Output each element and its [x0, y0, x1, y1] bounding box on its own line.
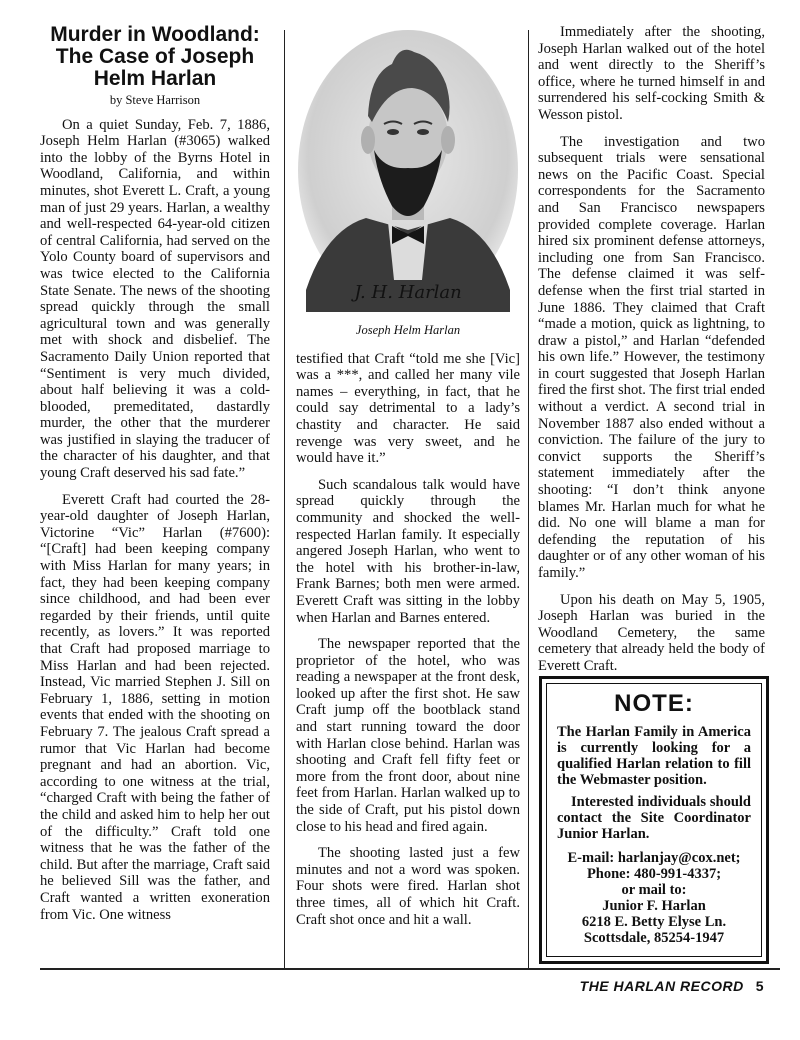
footer-rule [40, 968, 780, 970]
article-paragraph: Such scandalous talk would have spread quickly through the community and shocked the well-respected Harlan family. It especially angered Joseph Harlan, who went to the hotel with his brother-in-law, Frank Barnes; both men were armed. Everett Craft was sitting in the lobby when Harlan and Barnes entered. [296, 476, 520, 626]
article-column-3 [538, 24, 765, 675]
note-email[interactable]: E-mail: harlanjay@cox.net; [567, 850, 741, 866]
note-phone: Phone: 480-991-4337; [586, 866, 722, 882]
page-footer [580, 978, 764, 994]
note-title: NOTE: [614, 690, 694, 717]
note-mail-label: or mail to: [621, 882, 687, 898]
article-paragraph: The investigation and two subsequent trials were sensational news on the Pacific Coast. Special correspondents for the Sacramento and San Francisco newspapers provided complete coverage. Harlan hired six prominent defense attorneys, including one from San Francisco. The defense claimed it was self-defense when the first trial started in June 1886. They claimed that Craft “made a motion, quick as lightning, to draw a pistol,” and Harlan “defended his own life.” However, the testimony in court suggested that Joseph Harlan fired the first shot. The first trial ended without a verdict. A second trial in November 1887 also ended without a conviction. The failure of the jury to convict supports the Sheriff’s statement immediately after the shooting: “I don’t think anyone blames Mr. Harlan much for what he did. No one will blame a man for defending the reputation of his daughter or of any other woman of his family.” [538, 133, 765, 581]
publication-name: THE HARLAN RECORD [579, 978, 744, 994]
note-mail-street: 6218 E. Betty Elyse Ln. [581, 914, 727, 930]
note-body: The Harlan Family in America is currently looking for a qualified Harlan relation to fill the Webmaster position. [557, 724, 751, 788]
article-paragraph: On a quiet Sunday, Feb. 7, 1886, Joseph Helm Harlan (#3065) walked into the lobby of the Byrns Hotel in Woodland, California, and within minutes, shot Everett L. Craft, a young man of just 29 years. Harlan, a wealthy and well-respected 64-year-old citizen of central California, had served on the Yolo County board of supervisors and was twice elected to the California State Senate. The news of the shooting spread quickly through the small agricultural town and was generally met with shock and disbelief. The Sacramento Daily Union reported that “Sentiment is very much divided, about half believing it was a cold-blooded, premeditated, dastardly murder, the other that the murderer was justified in slaying the traducer of the character of his daughter, and that young Craft deserved his sad fate.” [40, 116, 270, 482]
article-paragraph: The shooting lasted just a few minutes and not a word was spoken. Four shots were fired. Harlan shot three times, all of which hit Craft. Craft shot once and hit a wall. [296, 845, 520, 928]
byline: by Steve Harrison [109, 93, 201, 107]
note-box-inner [546, 683, 762, 957]
note-mail-name: Junior F. Harlan [602, 898, 706, 914]
article-paragraph: The newspaper reported that the proprietor of the hotel, who was reading a newspaper at the front desk, looked up after the first shot. He saw Craft jump off the bootblack stand and start running toward the door with Harlan close behind. Harlan was shooting and Craft fell fifty feet or more from the front door, about nine feet from Harlan. Harlan walked up to the side of Craft, put his pistol down close to his head and fired again. [296, 636, 520, 835]
page-number: 5 [755, 978, 764, 994]
article-column-1 [40, 24, 270, 923]
article-column-2 [296, 30, 520, 928]
portrait-image [296, 30, 520, 312]
note-mail-city: Scottsdale, 85254-1947 [583, 930, 725, 946]
article-paragraph: Upon his death on May 5, 1905, Joseph Harlan was buried in the Woodland Cemetery, the same cemetery that already held the body of Everett Craft. [538, 591, 765, 674]
portrait-photo [296, 30, 520, 312]
column-divider-left [284, 30, 285, 970]
article-paragraph: Everett Craft had courted the 28-year-old daughter of Joseph Harlan, Victorine “Vic” Harlan (#7600): “[Craft] had been keeping company with Miss Harlan for many years; in fact, they had been keeping company since childhood, and had been ever regarded by their friends, until quite recently, as lovers.” It was reported that Craft had proposed marriage to Miss Harlan and had been rejected. Instead, Vic married Stephen J. Sill on February 1, 1886, setting in motion events that ended with the shooting on February 7. The jealous Craft spread a rumor that Vic Harlan had become pregnant and had an abortion. Vic, according to one witness at the trial, “charged Craft with being the father of the child and asked him to help her out of the difficulty.” Craft told one witness that he was the father of the child. But after the marriage, Craft said he believed Sill was the father, and Craft wanted a written exoneration from Vic. One witness [40, 491, 270, 923]
article-paragraph: Immediately after the shooting, Joseph Harlan walked out of the hotel and went directly to the Sheriff’s office, where he turned himself in and surrendered his self-cocking Smith & Wesson pistol. [538, 24, 765, 123]
note-body-contact-request: Interested individuals should contact the Site Coordinator Junior Harlan. [557, 794, 751, 842]
photo-caption: Joseph Helm Harlan [355, 323, 461, 337]
column-divider-right [528, 30, 529, 970]
portrait-signature: J. H. Harlan [354, 282, 462, 303]
article-paragraph: testified that Craft “told me she [Vic] was a ***, and called her many vile names – everything, in fact, that he could say detrimental to a lady’s chastity and character. He said revenge was very sweet, and he would have it.” [296, 350, 520, 467]
article-title: Murder in Woodland: The Case of Joseph Helm Harlan [50, 23, 260, 90]
note-box [539, 676, 769, 964]
